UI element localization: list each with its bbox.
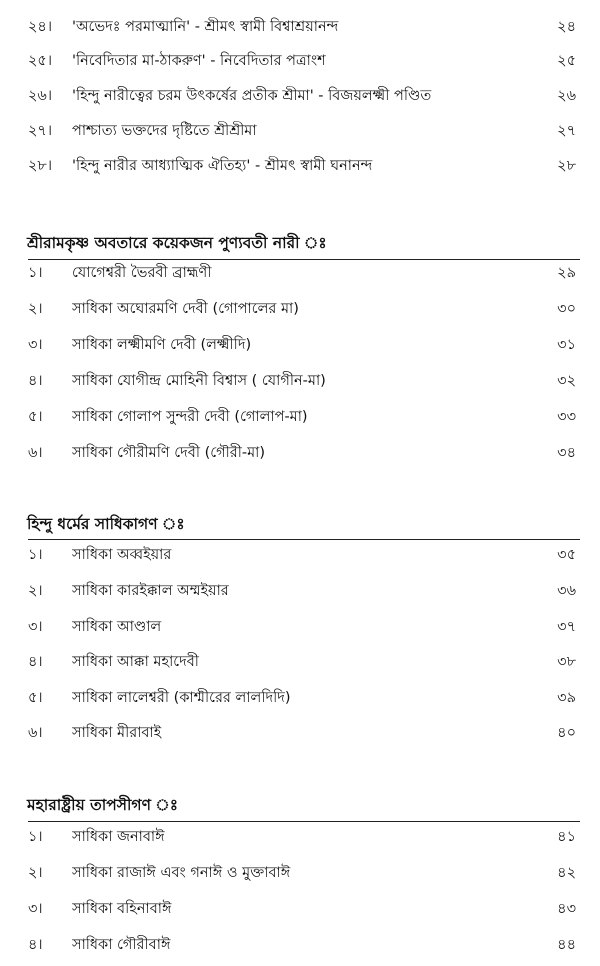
entry-number: ৪।	[28, 654, 43, 670]
entry-page-number: ২৪	[557, 19, 576, 35]
toc-entry	[0, 83, 600, 109]
entry-number: ৬।	[28, 445, 43, 461]
section-heading: মহারাষ্ট্রীয় তাপসীগণ ঃ	[27, 796, 179, 814]
toc-entry	[0, 404, 600, 430]
toc-entry	[0, 720, 600, 746]
toc-entry	[0, 896, 600, 922]
section-divider	[28, 821, 580, 822]
toc-entry	[0, 332, 600, 358]
entry-number: ৩।	[28, 901, 43, 917]
entry-page-number: ৩৭	[557, 619, 576, 635]
entry-number: ২৭।	[28, 123, 53, 139]
entry-number: ১।	[28, 829, 43, 845]
toc-entry	[0, 118, 600, 144]
entry-title: সাধিকা মীরাবাই	[72, 725, 162, 741]
entry-page-number: ৪৩	[557, 901, 576, 917]
entry-page-number: ৪০	[557, 725, 576, 741]
entry-title: সাধিকা কারইক্কাল অম্মইয়ার	[72, 583, 229, 599]
entry-page-number: ৩৩	[557, 409, 576, 425]
entry-title: সাধিকা গৌরীবাঈ	[72, 937, 171, 953]
entry-title: সাধিকা যোগীন্দ্র মোহিনী বিশ্বাস ( যোগীন-মা)	[72, 373, 326, 389]
entry-number: ২৬।	[28, 88, 53, 104]
entry-number: ২।	[28, 865, 43, 881]
entry-number: ২৪।	[28, 19, 53, 35]
entry-number: ২।	[28, 301, 43, 317]
entry-title: পাশ্চাত্য ভক্তদের দৃষ্টিতে শ্রীশ্রীমা	[72, 123, 257, 139]
entry-number: ১।	[28, 265, 43, 281]
entry-number: ৬।	[28, 725, 43, 741]
toc-entry	[0, 614, 600, 640]
entry-page-number: ৩৪	[557, 445, 576, 461]
entry-title: 'হিন্দু নারীত্বের চরম উৎকর্ষের প্রতীক শ্রীমা' - বিজয়লক্ষ্মী পণ্ডিত	[72, 88, 432, 104]
toc-entry	[0, 932, 600, 958]
entry-page-number: ৩২	[557, 373, 576, 389]
entry-page-number: ৪১	[557, 829, 576, 845]
toc-entry	[0, 578, 600, 604]
entry-title: সাধিকা আণ্ডাল	[72, 619, 162, 635]
entry-title: সাধিকা আক্কা মহাদেবী	[72, 654, 199, 670]
section-heading: শ্রীরামকৃষ্ণ অবতারে কয়েকজন পুণ্যবতী নারী ঃ	[27, 234, 327, 252]
entry-page-number: ২৯	[557, 265, 576, 281]
toc-entry	[0, 48, 600, 74]
entry-title: সাধিকা গৌরীমণি দেবী (গৌরী-মা)	[72, 445, 266, 461]
entry-page-number: ৩৬	[557, 583, 576, 599]
entry-page-number: ৪৪	[557, 937, 576, 953]
toc-entry	[0, 260, 600, 286]
entry-number: ২।	[28, 583, 43, 599]
entry-page-number: ৩১	[557, 337, 576, 353]
entry-number: ২৮।	[28, 158, 53, 174]
section-heading: হিন্দু ধর্মের সাধিকাগণ ঃ	[27, 515, 185, 533]
entry-number: ৩।	[28, 619, 43, 635]
entry-title: সাধিকা অঘোরমণি দেবী (গোপালের মা)	[72, 301, 299, 317]
entry-title: 'অভেদঃ পরমাত্মানি' - শ্রীমৎ স্বামী বিশ্বাশ্রয়ানন্দ	[72, 19, 339, 35]
toc-entry	[0, 440, 600, 466]
entry-number: ৩।	[28, 337, 43, 353]
entry-page-number: ২৫	[557, 53, 576, 69]
entry-title: সাধিকা গোলাপ সুন্দরী দেবী (গোলাপ-মা)	[72, 409, 308, 425]
entry-title: সাধিকা জনাবাঈ	[72, 829, 165, 845]
entry-title: সাধিকা অব্বইয়ার	[72, 547, 172, 563]
toc-entry	[0, 685, 600, 711]
entry-title: সাধিকা বহিনাবাঈ	[72, 901, 172, 917]
entry-page-number: ৩০	[557, 301, 576, 317]
entry-page-number: ২৮	[557, 158, 576, 174]
entry-title: 'নিবেদিতার মা-ঠাকরুণ' - নিবেদিতার পত্রাংশ	[72, 53, 326, 69]
entry-title: যোগেশ্বরী ভৈরবী ব্রাহ্মণী	[72, 265, 212, 281]
entry-page-number: ৩৯	[557, 690, 576, 706]
toc-entry	[0, 14, 600, 40]
entry-title: সাধিকা লক্ষ্মীমণি দেবী (লক্ষ্মীদি)	[72, 337, 252, 353]
entry-number: ৪।	[28, 373, 43, 389]
toc-entry	[0, 860, 600, 886]
entry-title: সাধিকা রাজাঈ এবং গনাঈ ও মুক্তাবাঈ	[72, 865, 291, 881]
entry-number: ৪।	[28, 937, 43, 953]
entry-title: 'হিন্দু নারীর আধ্যাত্মিক ঐতিহ্য' - শ্রীমৎ স্বামী ঘনানন্দ	[72, 158, 373, 174]
toc-entry	[0, 368, 600, 394]
entry-page-number: ৩৮	[557, 654, 576, 670]
entry-page-number: ৩৫	[557, 547, 576, 563]
toc-entry	[0, 153, 600, 179]
entry-number: ৫।	[28, 409, 43, 425]
toc-entry	[0, 296, 600, 322]
entry-number: ২৫।	[28, 53, 53, 69]
entry-number: ৫।	[28, 690, 43, 706]
entry-page-number: ২৭	[557, 123, 576, 139]
entry-page-number: ৪২	[557, 865, 576, 881]
toc-entry	[0, 824, 600, 850]
toc-entry	[0, 542, 600, 568]
entry-page-number: ২৬	[557, 88, 576, 104]
entry-title: সাধিকা লালেশ্বরী (কাশ্মীরের লালদিদি)	[72, 690, 291, 706]
entry-number: ১।	[28, 547, 43, 563]
section-divider	[28, 539, 580, 540]
toc-entry	[0, 649, 600, 675]
